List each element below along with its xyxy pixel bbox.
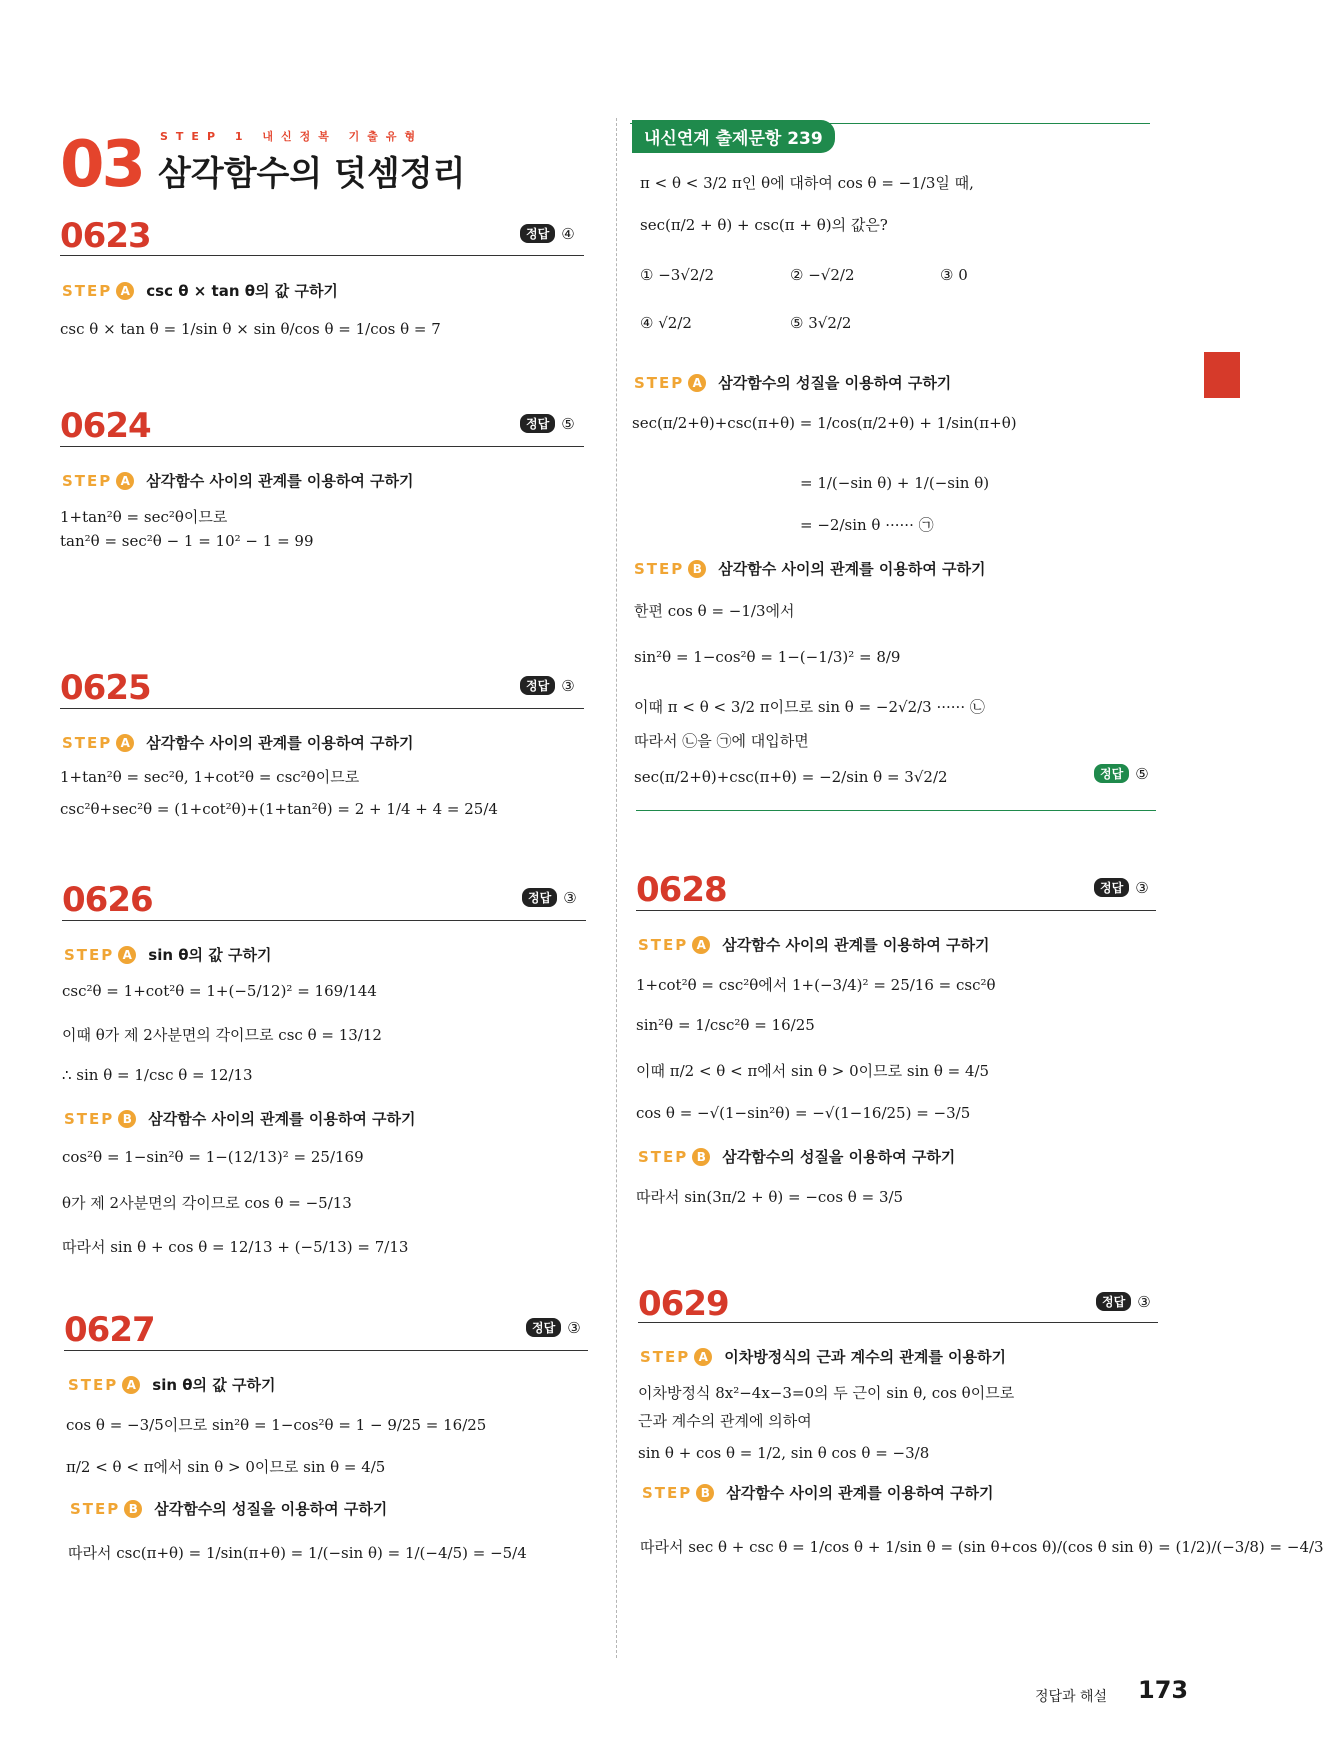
solution-line: sec(π/2+θ)+csc(π+θ) = 1/cos(π/2+θ) + 1/sin(π+θ) bbox=[632, 414, 1017, 432]
answer-badge bbox=[520, 676, 575, 695]
solution-line: 따라서 sin θ + cos θ = 12/13 + (−5/13) = 7/13 bbox=[62, 1238, 409, 1256]
answer-badge bbox=[526, 1318, 581, 1337]
step-heading: STEP A 삼각함수의 성질을 이용하여 구하기 bbox=[634, 373, 952, 392]
solution-line: cos²θ = 1−sin²θ = 1−(12/13)² = 25/169 bbox=[62, 1148, 364, 1166]
answer-badge bbox=[520, 224, 575, 243]
problem-rule bbox=[60, 255, 584, 256]
choice: ④ √2/2 bbox=[640, 314, 692, 332]
step-heading: STEP B 삼각함수의 성질을 이용하여 구하기 bbox=[70, 1499, 388, 1518]
solution-line: cos θ = −3/5이므로 sin²θ = 1−cos²θ = 1 − 9/25 = 16/25 bbox=[66, 1416, 487, 1434]
solution-line: sin²θ = 1/csc²θ = 16/25 bbox=[636, 1016, 815, 1034]
linked-problem-badge: 내신연계 출제문항 239 bbox=[632, 120, 835, 153]
problem-number: 0623 bbox=[60, 216, 151, 256]
question-line: sec(π/2 + θ) + csc(π + θ)의 값은? bbox=[640, 216, 888, 234]
answer-badge bbox=[520, 414, 575, 433]
solution-line: 이때 θ가 제 2사분면의 각이므로 csc θ = 13/12 bbox=[62, 1026, 382, 1044]
solution-line: 따라서 sec θ + csc θ = 1/cos θ + 1/sin θ = (sin θ+cos θ)/(cos θ sin θ) = (1/2)/(−3/8) = −4/3 bbox=[640, 1538, 1324, 1556]
answer-value: ⑤ bbox=[1135, 764, 1149, 783]
solution-line: 따라서 csc(π+θ) = 1/sin(π+θ) = 1/(−sin θ) = 1/(−4/5) = −5/4 bbox=[68, 1544, 527, 1562]
answer-badge bbox=[522, 888, 577, 907]
page-number: 173 bbox=[1138, 1676, 1189, 1704]
question-line: π < θ < 3/2 π인 θ에 대하여 cos θ = −1/3일 때, bbox=[640, 174, 974, 192]
step-heading: STEP A 삼각함수 사이의 관계를 이용하여 구하기 bbox=[638, 935, 990, 954]
step-heading: STEP A 삼각함수 사이의 관계를 이용하여 구하기 bbox=[62, 733, 414, 752]
step-heading: STEP B 삼각함수 사이의 관계를 이용하여 구하기 bbox=[634, 559, 986, 578]
answer-badge bbox=[1094, 764, 1149, 783]
problem-rule bbox=[60, 446, 584, 447]
answer-label: 정답 bbox=[1094, 878, 1129, 897]
answer-value: ④ bbox=[561, 224, 575, 243]
solution-line: = −2/sin θ ······ ㉠ bbox=[800, 516, 934, 534]
solution-line: 근과 계수의 관계에 의하여 bbox=[638, 1412, 812, 1430]
answer-label: 정답 bbox=[1094, 764, 1129, 783]
solution-line: csc²θ+sec²θ = (1+cot²θ)+(1+tan²θ) = 2 + 1/4 + 4 = 25/4 bbox=[60, 800, 498, 818]
answer-label: 정답 bbox=[1096, 1292, 1131, 1311]
problem-rule bbox=[638, 1322, 1158, 1323]
solution-line: 이때 π < θ < 3/2 π이므로 sin θ = −2√2/3 ······ ㉡ bbox=[634, 698, 985, 716]
solution-line: 1+cot²θ = csc²θ에서 1+(−3/4)² = 25/16 = csc²θ bbox=[636, 976, 996, 994]
solution-line: tan²θ = sec²θ − 1 = 10² − 1 = 99 bbox=[60, 532, 314, 550]
answer-label: 정답 bbox=[522, 888, 557, 907]
problem-number: 0626 bbox=[62, 880, 153, 920]
answer-label: 정답 bbox=[526, 1318, 561, 1337]
step-heading: STEP A csc θ × tan θ의 값 구하기 bbox=[62, 281, 338, 300]
step-heading: STEP A 이차방정식의 근과 계수의 관계를 이용하기 bbox=[640, 1347, 1006, 1366]
answer-label: 정답 bbox=[520, 224, 555, 243]
solution-line: 이때 π/2 < θ < π에서 sin θ > 0이므로 sin θ = 4/5 bbox=[636, 1062, 990, 1080]
problem-rule bbox=[636, 910, 1156, 911]
solution-line: = 1/(−sin θ) + 1/(−sin θ) bbox=[800, 474, 990, 492]
section-rule bbox=[636, 810, 1156, 811]
footer-label: 정답과 해설 bbox=[1035, 1689, 1108, 1705]
side-tab-marker bbox=[1204, 352, 1240, 398]
solution-line: csc θ × tan θ = 1/sin θ × sin θ/cos θ = 1/cos θ = 7 bbox=[60, 320, 441, 338]
choice: ① −3√2/2 bbox=[640, 266, 715, 284]
answer-value: ③ bbox=[1135, 878, 1149, 897]
section-number: 03 bbox=[60, 128, 144, 202]
problem-rule bbox=[64, 1350, 588, 1351]
step-heading: STEP B 삼각함수 사이의 관계를 이용하여 구하기 bbox=[642, 1483, 994, 1502]
answer-value: ③ bbox=[563, 888, 577, 907]
solution-line: 따라서 ㉡을 ㉠에 대입하면 bbox=[634, 732, 809, 750]
problem-number: 0624 bbox=[60, 406, 151, 446]
solution-line: sin²θ = 1−cos²θ = 1−(−1/3)² = 8/9 bbox=[634, 648, 901, 666]
answer-label: 정답 bbox=[520, 676, 555, 695]
solution-line: π/2 < θ < π에서 sin θ > 0이므로 sin θ = 4/5 bbox=[66, 1458, 386, 1476]
solution-line: ∴ sin θ = 1/csc θ = 12/13 bbox=[62, 1066, 253, 1084]
solution-line: csc²θ = 1+cot²θ = 1+(−5/12)² = 169/144 bbox=[62, 982, 377, 1000]
solution-line: 이차방정식 8x²−4x−3=0의 두 근이 sin θ, cos θ이므로 bbox=[638, 1384, 1015, 1402]
solution-line: sec(π/2+θ)+csc(π+θ) = −2/sin θ = 3√2/2 bbox=[634, 768, 948, 786]
answer-value: ⑤ bbox=[561, 414, 575, 433]
problem-number: 0627 bbox=[64, 1310, 155, 1350]
solution-line: cos θ = −√(1−sin²θ) = −√(1−16/25) = −3/5 bbox=[636, 1104, 971, 1122]
step-heading: STEP B 삼각함수의 성질을 이용하여 구하기 bbox=[638, 1147, 956, 1166]
section-title: 삼각함수의 덧셈정리 bbox=[158, 154, 466, 194]
answer-value: ③ bbox=[567, 1318, 581, 1337]
solution-line: 1+tan²θ = sec²θ이므로 bbox=[60, 508, 228, 526]
solution-line: θ가 제 2사분면의 각이므로 cos θ = −5/13 bbox=[62, 1194, 352, 1212]
solution-line: 한편 cos θ = −1/3에서 bbox=[634, 602, 795, 620]
step-heading: STEP A 삼각함수 사이의 관계를 이용하여 구하기 bbox=[62, 471, 414, 490]
choice: ⑤ 3√2/2 bbox=[790, 314, 852, 332]
answer-badge bbox=[1094, 878, 1149, 897]
solution-line: sin θ + cos θ = 1/2, sin θ cos θ = −3/8 bbox=[638, 1444, 930, 1462]
section-step-label: STEP 1 내신정복 기출유형 bbox=[160, 130, 424, 143]
choice: ② −√2/2 bbox=[790, 266, 855, 284]
problem-number: 0625 bbox=[60, 668, 151, 708]
answer-badge bbox=[1096, 1292, 1151, 1311]
answer-value: ③ bbox=[1137, 1292, 1151, 1311]
solution-line: 1+tan²θ = sec²θ, 1+cot²θ = csc²θ이므로 bbox=[60, 768, 360, 786]
step-heading: STEP A sin θ의 값 구하기 bbox=[68, 1375, 276, 1394]
solution-line: 따라서 sin(3π/2 + θ) = −cos θ = 3/5 bbox=[636, 1188, 904, 1206]
answer-value: ③ bbox=[561, 676, 575, 695]
choice: ③ 0 bbox=[940, 266, 968, 284]
answer-label: 정답 bbox=[520, 414, 555, 433]
step-heading: STEP A sin θ의 값 구하기 bbox=[64, 945, 272, 964]
problem-rule bbox=[60, 708, 584, 709]
step-heading: STEP B 삼각함수 사이의 관계를 이용하여 구하기 bbox=[64, 1109, 416, 1128]
problem-rule bbox=[62, 920, 586, 921]
column-divider bbox=[616, 118, 617, 1658]
problem-number: 0629 bbox=[638, 1284, 729, 1324]
problem-number: 0628 bbox=[636, 870, 727, 910]
